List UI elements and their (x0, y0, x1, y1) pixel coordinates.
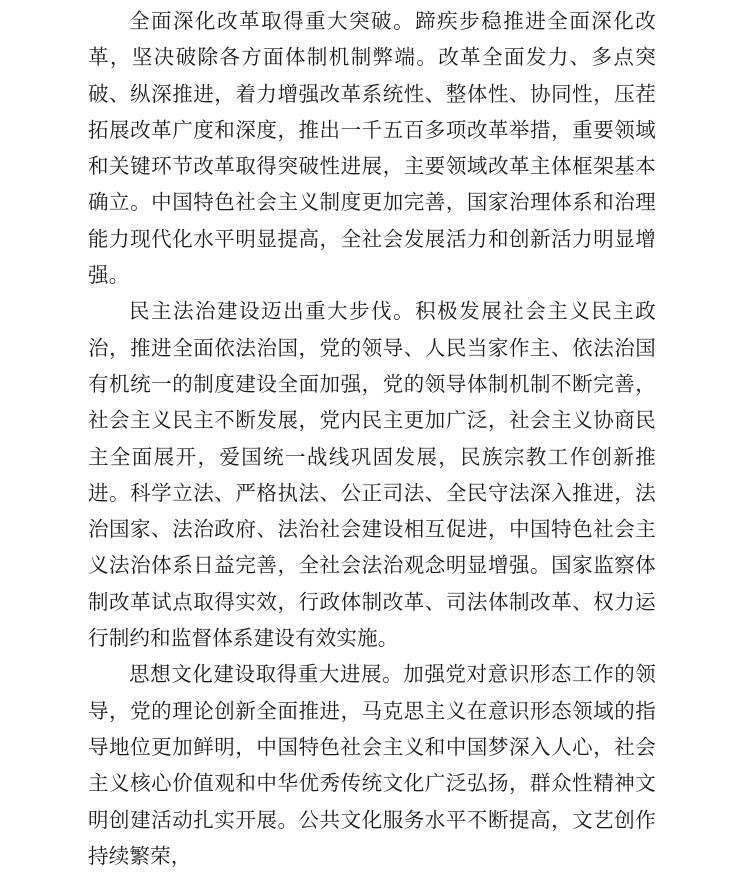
paragraph-ideology-culture: 思想文化建设取得重大进展。加强党对意识形态工作的领导，党的理论创新全面推进，马克思主义在意识形态领域的指导地位更加鲜明，中国特色社会主义和中国梦深入人心，社会主义核心价值观和中华优秀传统文化广泛弘扬，群众性精神文明创建活动扎实开展。公共文化服务水平不断提高，文艺创作持续繁荣， (88, 662, 656, 868)
paragraph-democracy-rule-of-law: 民主法治建设迈出重大步伐。积极发展社会主义民主政治，推进全面依法治国，党的领导、人民当家作主、依法治国有机统一的制度建设全面加强，党的领导体制机制不断完善，社会主义民主不断发展，党内民主更加广泛，社会主义协商民主全面展开，爱国统一战线巩固发展，民族宗教工作创新推进。科学立法、严格执法、公正司法、全民守法深入推进，法治国家、法治政府、法治社会建设相互促进，中国特色社会主义法治体系日益完善，全社会法治观念明显增强。国家监察体制改革试点取得实效，行政体制改革、司法体制改革、权力运行制约和监督体系建设有效实施。 (88, 299, 656, 651)
document-body (88, 3, 656, 874)
paragraph-reform: 全面深化改革取得重大突破。蹄疾步稳推进全面深化改革，坚决破除各方面体制机制弊端。改革全面发力、多点突破、纵深推进，着力增强改革系统性、整体性、协同性，压茬拓展改革广度和深度，推出一千五百多项改革举措，重要领域和关键环节改革取得突破性进展，主要领域改革主体框架基本确立。中国特色社会主义制度更加完善，国家治理体系和治理能力现代化水平明显提高，全社会发展活力和创新活力明显增强。 (88, 9, 656, 288)
